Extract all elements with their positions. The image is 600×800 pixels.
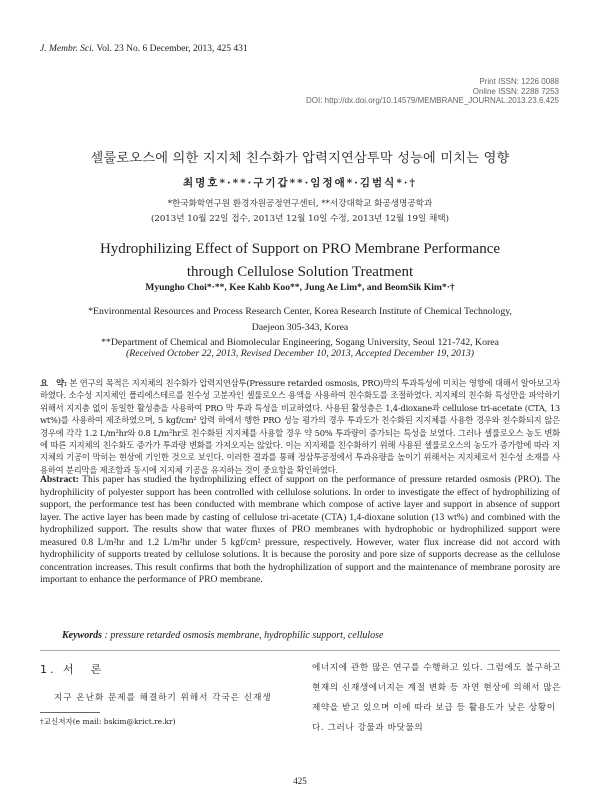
corresponding-author-footnote: †교신저자(e mail: bskim@krict.re.kr) <box>40 717 176 726</box>
english-affiliations <box>0 304 600 351</box>
left-column-text: 지구 온난화 문제를 해결하기 위해서 각국은 신재생 <box>54 693 272 703</box>
korean-dates: (2013년 10월 22일 접수, 2013년 12월 10일 수정, 2013년 12월 19일 채택) <box>151 214 449 224</box>
keywords-body: : pressure retarded osmosis membrane, hydrophilic support, cellulose <box>104 630 384 641</box>
korean-abstract-body: 본 연구의 목적은 지지체의 친수화가 압력지연삼투(Pressure retarded osmosis, PRO)막의 투과특성에 미치는 영향에 대해서 알아보고자 하였다. 소수성 지지체인 폴리에스테르를 친수성 고분자인 셀룰로오스 용액을 사용하여 친수화도를 조절하였다. 지지체의 친수화 특성만을 파악하기 위해서 지지층 없이 동일한 활성층을 사용하여 PRO 막 투과 특성을 비교하였다. 사용된 활성층은 1,4-dioxane과 cellulose tri-acetate (CTA, 13 wt%)를 사용하여 제조하였으며, 5 kgf/cm² 압력 하에서 행한 PRO 성능 평가의 경우 투과도가 친수화된 지지체를 사용한 경우와 친수화되지 않은 경우에 각각 1.2 L/m²hr와 0.8 L/m²hr로 친수화된 지지체를 사용할 경우 약 50% 투과량이 증가되는 특성을 보였다. 그러나 셀룰로오스 농도 변화에 따른 지지체의 친수화도 증가가 투과량 변화를 가져오지는 않았다. 이는 지지체를 친수화하기 위해 사용된 셀룰로오스의 농도가 증가함에 따라 지지체의 기공이 막히는 현상에 기인한 것으로 보인다. 이러한 결과를 통해 정삼투공정에서 투과유량을 높이기 위해서는 지지체로서 친수성 소재를 사용하여 분리막을 제조함과 동시에 지지체 기공을 유지하는 것이 중요함을 확인하였다. <box>40 378 560 475</box>
divider <box>40 650 560 651</box>
english-title-line-2: through Cellulose Solution Treatment <box>186 264 414 280</box>
korean-abstract <box>40 377 560 476</box>
english-abstract-body: This paper has studied the hydrophilizing effect of support on the performance of pressure retarded osmosis (PRO). The hydrophilicity of polyester support has been controlled with cellulose solutions. In order to investigate the effect of hydrophilizing of support, the performance test has been conducted with membrane which compose of active layer and support in absence of support layer. The active layer has been made by casting of cellulose tri-acetate (CTA) 1,4-dioxane solution (13 wt%) and combined with the hydrophilized support. The results show that water fluxes of PRO membranes with hydrophobic or hydrophilized support were measured 0.8 L/m²hr and 1.2 L/m²hr under 5 kgf/cm² pressure, respectively. However, water flux increase did not accord with hydrophilicity of supports treated by cellulose solutions. It is because the porosity and pore size of supports decrease as the cellulose concentration increases. This result confirms that both the hydrophilization of support and the maintenance of membrane porosity are important to enhance the performance of PRO membrane. <box>40 474 560 585</box>
korean-affiliation: *한국화학연구원 환경자원공정연구센터, **서강대학교 화공생명공학과 <box>167 199 433 209</box>
english-title-line-1: Hydrophilizing Effect of Support on PRO Membrane Performance <box>99 241 501 257</box>
korean-authors: 최명호*·**·구기갑**·임정애*·김범식*·† <box>183 177 417 189</box>
english-abstract <box>40 474 560 587</box>
keywords-lead: Keywords <box>62 630 102 641</box>
english-authors: Myungho Choi*·**, Kee Kahb Koo**, Jung Ae Lim*, and BeomSik Kim*·† <box>145 282 455 293</box>
right-column-text: 에너지에 관한 많은 연구를 수행하고 있다. 그럼에도 불구하고 현재의 신재생에너지는 계절 변화 등 자연 현상에 의해서 많은 제약을 받고 있으며 이에 따라 보급 등 활용도가 낮은 상황이다. 그러나 강물과 바닷물의 <box>312 663 562 733</box>
print-issn: Print ISSN: 1226 0088 <box>479 77 559 86</box>
keywords <box>62 630 383 641</box>
section-heading: 1. 서 론 <box>40 663 105 676</box>
english-title <box>0 238 600 284</box>
english-abstract-lead: Abstract: <box>40 474 79 485</box>
footnote-divider <box>40 712 100 713</box>
journal-name: J. Membr. Sci. <box>40 44 95 54</box>
korean-abstract-lead: 요 약: <box>40 378 67 388</box>
journal-volume: Vol. 23 No. 6 December, 2013, 425 431 <box>96 44 248 54</box>
journal-citation <box>40 44 248 54</box>
english-dates: (Received October 22, 2013, Revised December 10, 2013, Accepted December 19, 2013) <box>125 348 475 359</box>
doi: DOI: http://dx.doi.org/10.14579/MEMBRANE_JOURNAL.2013.23.6.425 <box>305 96 559 105</box>
affiliation-2: **Department of Chemical and Biomolecular Engineering, Sogang University, Seoul 121-742, Korea <box>101 337 499 348</box>
issn-block <box>306 77 559 106</box>
page-number: 425 <box>293 776 307 786</box>
online-issn: Online ISSN: 2288 7253 <box>472 86 559 96</box>
korean-title: 셀룰로오스에 의한 지지체 친수화가 압력지연삼투막 성능에 미치는 영향 <box>90 151 510 166</box>
affiliation-1b: Daejeon 305-343, Korea <box>251 321 349 333</box>
affiliation-1a: *Environmental Resources and Process Research Center, Korea Research Institute of Chemical Technology, <box>88 306 512 317</box>
